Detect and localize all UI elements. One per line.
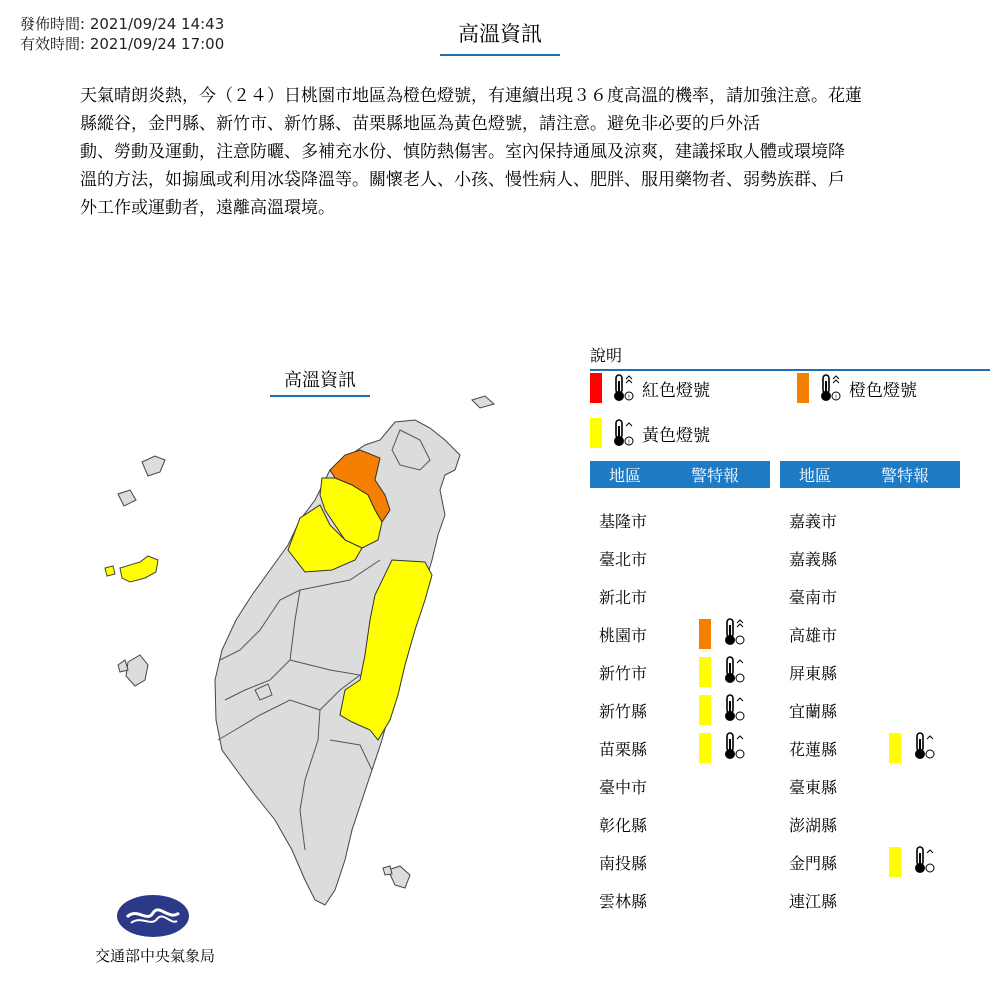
region-name: 宜蘭縣 <box>789 701 838 721</box>
region-name: 新北市 <box>599 587 648 607</box>
col-warning: 警特報 <box>690 466 739 485</box>
region-name: 屏東縣 <box>789 663 838 683</box>
thermometer-icon <box>612 418 634 448</box>
region-name: 臺南市 <box>789 587 838 607</box>
yellow-swatch <box>590 418 602 448</box>
region-row <box>789 885 879 915</box>
description <box>80 82 920 222</box>
region-row <box>789 695 879 725</box>
table-header-left <box>590 461 770 488</box>
region-row <box>789 809 879 839</box>
region-row <box>789 619 879 649</box>
region-row <box>599 505 689 535</box>
thermometer-icon <box>913 845 935 879</box>
region-row <box>599 771 689 801</box>
pengjia-islet <box>472 396 494 408</box>
cwb-logo-mark <box>117 895 189 937</box>
thermometer-icon <box>723 731 745 765</box>
thermometer-icon <box>723 617 745 651</box>
region-name: 臺中市 <box>599 777 648 797</box>
region-row <box>789 733 935 763</box>
warning-swatch <box>699 657 711 687</box>
region-row <box>599 657 745 687</box>
region-row <box>599 619 745 649</box>
description-line: 外工作或運動者，遠離高溫環境。 <box>80 198 335 218</box>
orange-swatch <box>797 373 809 403</box>
description-line: 溫的方法，如搧風或利用冰袋降溫等。關懷老人、小孩、慢性病人、肥胖、服用藥物者、弱勢族群、戶 <box>80 170 845 190</box>
region-row <box>599 885 689 915</box>
region-row <box>599 809 689 839</box>
region-row <box>789 847 935 877</box>
matsu-islands <box>118 456 165 506</box>
description-line: 縣縱谷，金門縣、新竹市、新竹縣、苗栗縣地區為黃色燈號，請注意。避免非必要的戶外活 <box>80 114 760 134</box>
region-name: 高雄市 <box>789 625 838 645</box>
region-row <box>599 695 745 725</box>
penghu-islands <box>118 655 148 686</box>
region-name: 新竹市 <box>599 663 648 683</box>
region-name: 嘉義縣 <box>789 549 838 569</box>
thermometer-icon <box>819 373 841 403</box>
region-row <box>789 505 879 535</box>
warning-swatch <box>889 733 901 763</box>
region-name: 連江縣 <box>789 891 838 911</box>
legend-yellow <box>590 418 710 448</box>
region-row <box>599 543 689 573</box>
legend-yellow-label: 黃色燈號 <box>642 425 710 446</box>
region-row <box>789 657 879 687</box>
thermometer-icon <box>723 693 745 727</box>
region-row <box>789 581 879 611</box>
region-name: 新竹縣 <box>599 701 648 721</box>
region-row <box>599 581 689 611</box>
page-title: 高溫資訊 <box>440 18 560 56</box>
region-row <box>789 543 879 573</box>
issued-time: 發佈時間: 2021/09/24 14:43 <box>20 15 225 33</box>
region-name: 桃園市 <box>599 625 648 645</box>
warning-swatch <box>889 847 901 877</box>
region-name: 基隆市 <box>599 511 648 531</box>
legend-orange <box>797 373 917 403</box>
region-name: 花蓮縣 <box>789 739 838 759</box>
region-name: 嘉義市 <box>789 511 838 531</box>
col-region: 地區 <box>608 466 641 485</box>
svg-text:!: ! <box>627 394 631 401</box>
thermometer-icon <box>913 731 935 765</box>
agency-name: 交通部中央氣象局 <box>94 947 215 965</box>
warning-swatch <box>699 695 711 725</box>
legend-red <box>590 373 710 403</box>
region-name: 苗栗縣 <box>599 739 648 759</box>
description-line: 動、勞動及運動，注意防曬、多補充水份、慎防熱傷害。室內保持通風及涼爽，建議採取人體或環境降 <box>80 142 845 162</box>
warning-swatch <box>699 619 711 649</box>
region-row <box>599 847 689 877</box>
region-name: 南投縣 <box>599 853 648 873</box>
col-region: 地區 <box>798 466 831 485</box>
thermometer-icon <box>612 373 634 403</box>
description-line: 天氣晴朗炎熱，今（２４）日桃園市地區為橙色燈號，有連續出現３６度高溫的機率，請加強注意。花蓮 <box>80 86 862 106</box>
table-header-right <box>780 461 960 488</box>
svg-text:!: ! <box>627 439 631 446</box>
svg-text:!: ! <box>834 394 838 401</box>
valid-time: 有效時間: 2021/09/24 17:00 <box>20 35 225 53</box>
col-warning: 警特報 <box>880 466 929 485</box>
legend-title: 說明 <box>590 343 990 371</box>
red-swatch <box>590 373 602 403</box>
legend-red-label: 紅色燈號 <box>642 380 710 401</box>
map-title: 高溫資訊 <box>270 366 370 397</box>
taiwan-map <box>90 360 570 980</box>
orchid-island <box>383 866 392 875</box>
region-name: 金門縣 <box>789 853 838 873</box>
region-name: 雲林縣 <box>599 891 648 911</box>
region-name: 澎湖縣 <box>789 815 838 835</box>
region-row <box>789 771 879 801</box>
warning-swatch <box>699 733 711 763</box>
legend-orange-label: 橙色燈號 <box>849 380 917 401</box>
region-name: 臺東縣 <box>789 777 838 797</box>
region-name: 彰化縣 <box>599 815 648 835</box>
kinmen-islands <box>105 556 158 582</box>
region-row <box>599 733 745 763</box>
timestamps <box>20 14 224 54</box>
cwb-logo <box>117 895 189 937</box>
thermometer-icon <box>723 655 745 689</box>
region-name: 臺北市 <box>599 549 648 569</box>
